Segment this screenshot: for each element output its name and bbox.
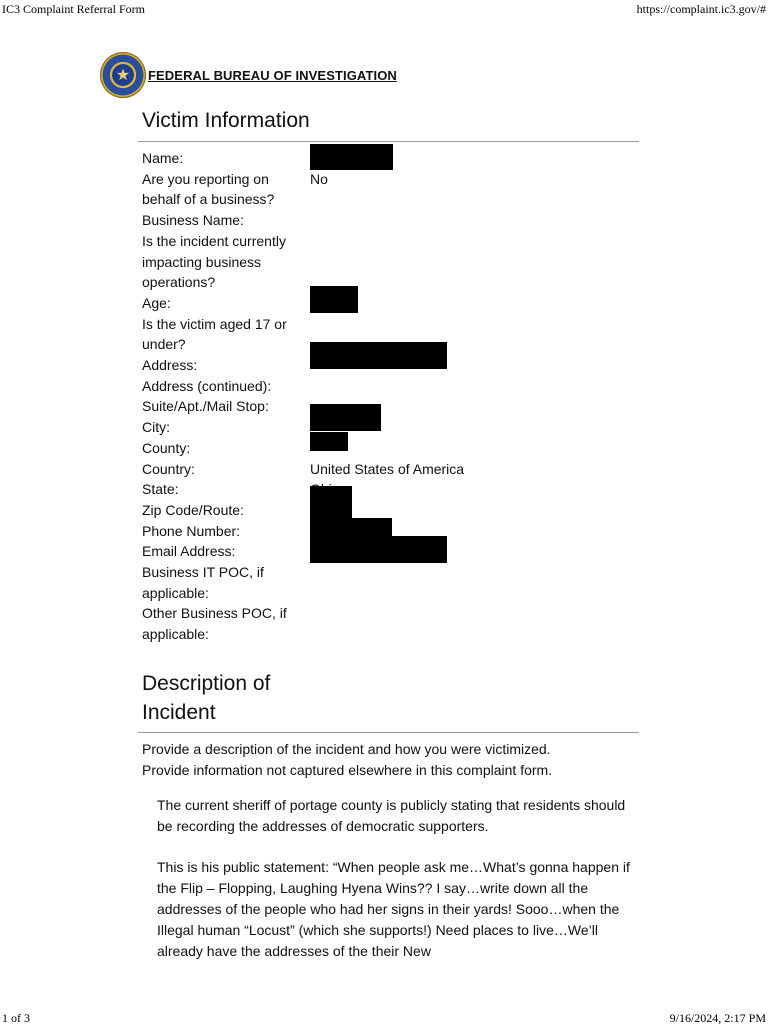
field-row	[142, 231, 642, 293]
field-label: County:	[142, 439, 191, 456]
field-row	[142, 396, 642, 417]
field-value	[310, 438, 642, 459]
field-row	[142, 562, 642, 603]
field-value	[310, 562, 642, 603]
field-row	[142, 210, 642, 231]
field-label: Business Name:	[142, 212, 244, 229]
field-value	[310, 210, 642, 231]
field-label: Is the victim aged 17 or under?	[142, 315, 287, 353]
field-row	[142, 148, 642, 169]
field-value: No	[310, 170, 328, 187]
victim-fields	[142, 148, 642, 645]
field-value: United States of America	[310, 460, 465, 477]
agency-header	[100, 52, 500, 102]
field-label: City:	[142, 419, 170, 436]
field-value	[310, 541, 642, 562]
redaction-block	[310, 404, 381, 431]
field-label: Phone Number:	[142, 522, 241, 539]
field-label: Country:	[142, 460, 195, 477]
field-label: Address:	[142, 357, 198, 374]
print-timestamp: 9/16/2024, 2:17 PM	[669, 1011, 766, 1025]
field-value	[310, 231, 642, 293]
field-row	[142, 355, 642, 376]
page-count: 1 of 3	[2, 1011, 30, 1025]
field-value	[310, 479, 642, 500]
field-row	[142, 417, 642, 438]
redaction-block	[310, 144, 393, 170]
description-paragraph: This is his public statement: “When people ask me…What’s gonna happen if the Flip – Flopping, Laughing Hyena Wins?? I say…write down all the addresses of the people who had her signs in their yards! Sooo…when the Illegal human “Locust” (which she supports!) Need places to live…We’ll already have the addresses of the their New	[157, 859, 630, 959]
description-text	[157, 795, 642, 982]
field-row	[142, 293, 642, 314]
field-label: Age:	[142, 294, 171, 311]
field-row	[142, 479, 642, 500]
redaction-block	[310, 486, 352, 520]
field-label: Address (continued):	[142, 377, 272, 394]
field-value	[310, 376, 642, 397]
field-label: Business IT POC, if applicable:	[142, 564, 264, 601]
field-label: State:	[142, 481, 179, 498]
field-value	[310, 293, 642, 314]
field-label: Is the incident currently impacting business operations?	[142, 232, 286, 291]
print-header-title: IC3 Complaint Referral Form	[2, 2, 145, 16]
agency-name: FEDERAL BUREAU OF INVESTIGATION	[148, 68, 397, 83]
field-value	[310, 603, 642, 644]
field-row	[142, 169, 642, 210]
field-row	[142, 541, 642, 562]
section-divider	[138, 141, 639, 142]
description-instructions: Provide a description of the incident and how you were victimized. Provide information not captured elsewhere in this complaint form.	[142, 741, 553, 778]
field-value	[310, 355, 642, 376]
field-row	[142, 459, 642, 480]
victim-section-title: Victim Information	[142, 109, 310, 132]
redaction-block	[310, 536, 447, 563]
field-row	[142, 500, 642, 521]
redaction-block	[310, 286, 358, 313]
fbi-seal-icon: ★	[100, 52, 146, 98]
field-label: Email Address:	[142, 543, 236, 560]
field-label: Name:	[142, 150, 184, 166]
field-value	[310, 417, 642, 438]
description-section-title: Description of Incident	[142, 672, 271, 724]
field-row	[142, 603, 642, 644]
print-header	[0, 2, 768, 18]
field-row	[142, 438, 642, 459]
field-label: Are you reporting on behalf of a business?	[142, 170, 275, 208]
field-row	[142, 376, 642, 397]
print-header-url: https://complaint.ic3.gov/#	[636, 2, 766, 16]
section-divider	[138, 732, 639, 733]
redaction-block	[310, 342, 447, 369]
field-label: Zip Code/Route:	[142, 501, 244, 518]
description-paragraph: The current sheriff of portage county is publicly stating that residents should be recording the addresses of democratic supporters.	[157, 797, 626, 834]
field-value	[310, 148, 642, 169]
print-footer	[0, 1011, 768, 1025]
field-label: Suite/Apt./Mail Stop:	[142, 398, 269, 415]
field-label: Other Business POC, if applicable:	[142, 605, 287, 643]
redaction-block	[310, 432, 348, 451]
